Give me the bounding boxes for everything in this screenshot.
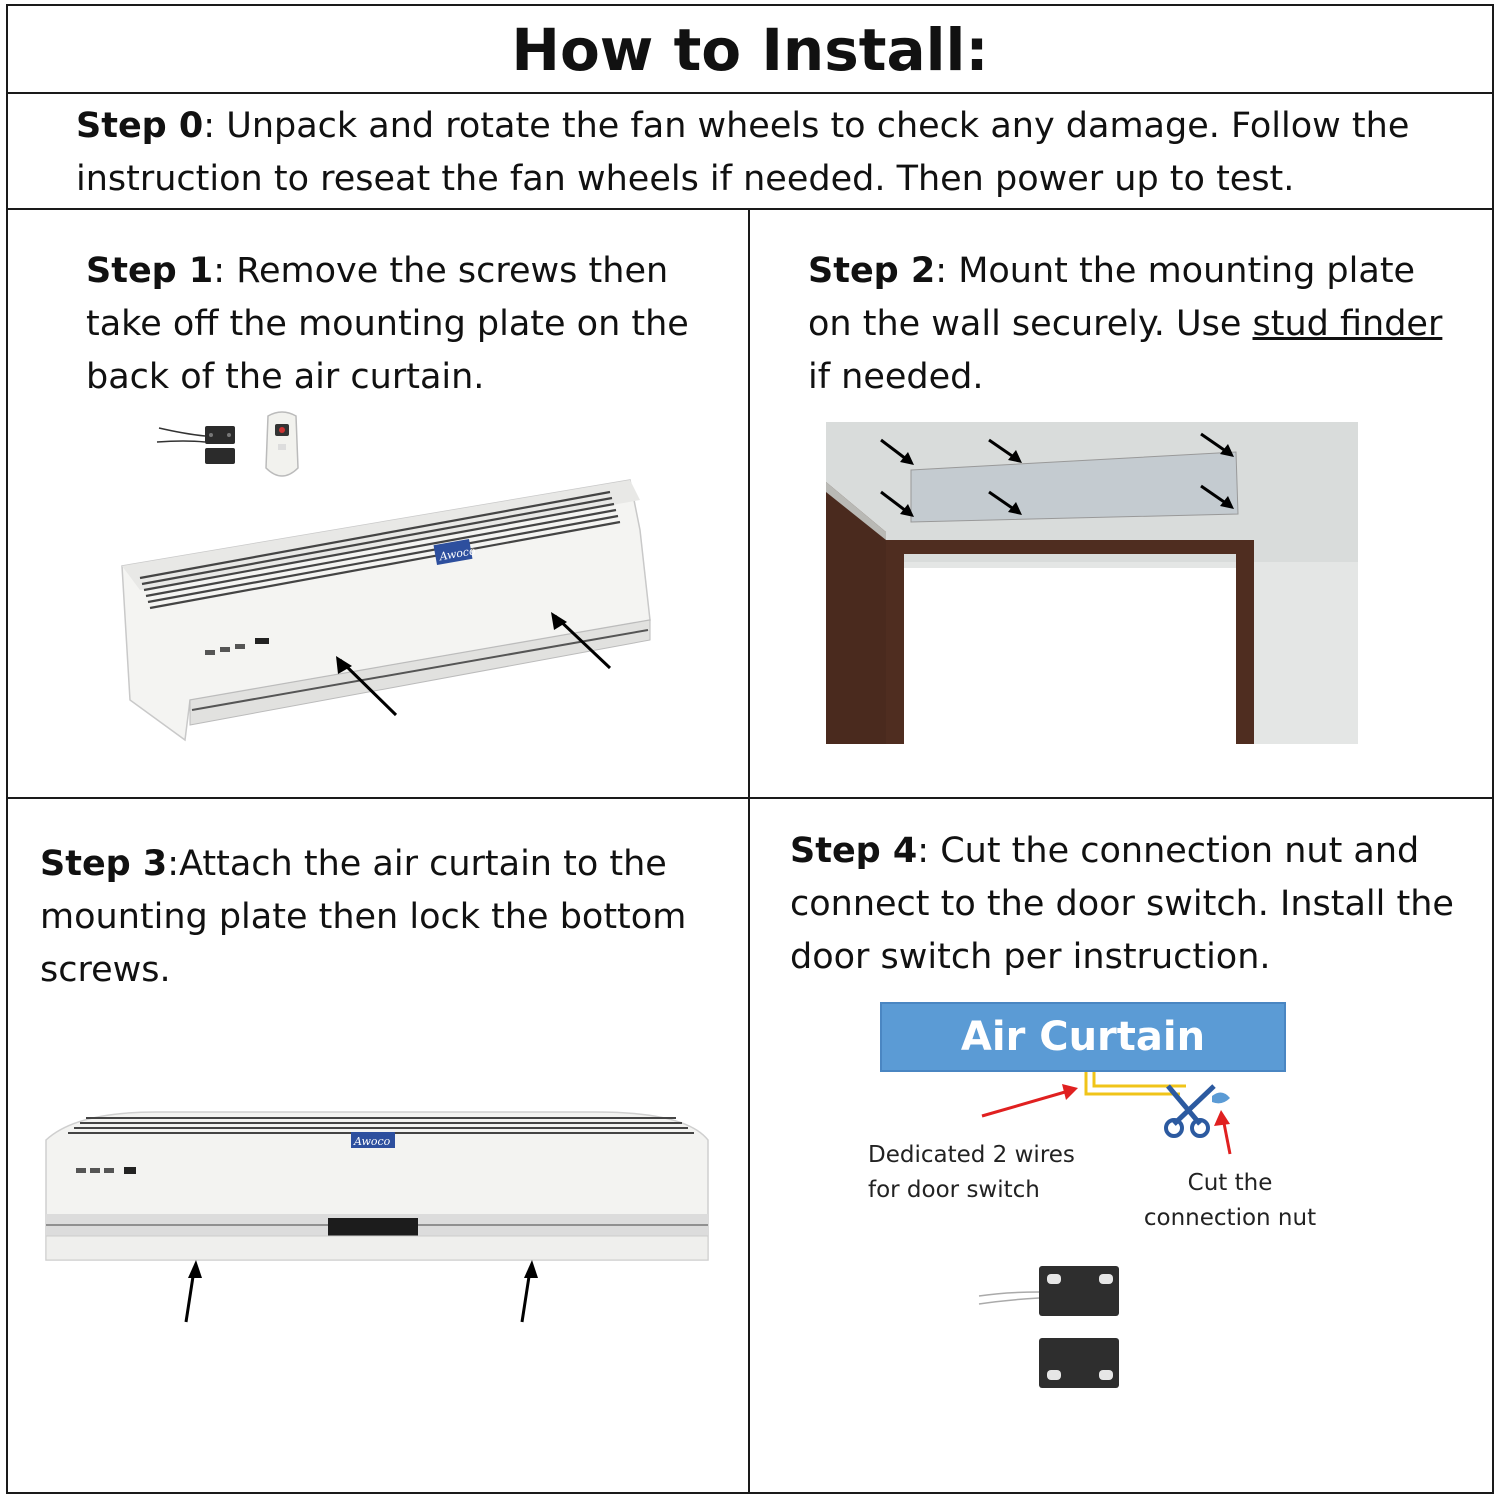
step3-label: Step 3 (40, 844, 168, 884)
row-divider (6, 797, 1494, 799)
door-switch-small-icon (155, 420, 245, 470)
curtain-logo-front: Awoco (354, 1135, 391, 1148)
air-curtain-angled-image (110, 470, 630, 770)
air-curtain-box-label: Air Curtain (960, 1014, 1206, 1060)
air-curtain-box (880, 1002, 1286, 1072)
step1-text: Step 1: Remove the screws then take off the mounting plate on the back of the air curtain. (86, 251, 689, 397)
step3-text: Step 3:Attach the air curtain to the mounting plate then lock the bottom screws. (40, 844, 687, 990)
step4-label: Step 4 (790, 831, 918, 871)
scissors-icon (1160, 1082, 1234, 1142)
curtain-logo: Awoco (438, 544, 477, 564)
step2-text: Step 2: Mount the mounting plate on the wall securely. Use stud finder if needed. (808, 251, 1443, 397)
column-divider (748, 208, 750, 1494)
door-switch-icon (975, 1262, 1125, 1392)
step0-text: Step 0: Unpack and rotate the fan wheels to check any damage. Follow the instruction to reseat the fan wheels if needed. Then power up to test. (76, 106, 1410, 199)
air-curtain-front-image (36, 1110, 716, 1330)
step2-label: Step 2 (808, 251, 936, 291)
wall-mount-photo (826, 422, 1358, 744)
step1-label: Step 1 (86, 251, 214, 291)
step0-divider (6, 208, 1494, 210)
cut-label: Cut the connection nut (1143, 1170, 1317, 1231)
title-divider (6, 92, 1494, 94)
step4-text: Step 4: Cut the connection nut and connect to the door switch. Install the door switch per instruction. (790, 831, 1454, 977)
stud-finder-link[interactable]: stud finder (1252, 304, 1443, 344)
step0-label: Step 0 (76, 106, 204, 146)
page-title: How to Install: (511, 16, 989, 84)
wires-label: Dedicated 2 wires for door switch (868, 1142, 1075, 1203)
